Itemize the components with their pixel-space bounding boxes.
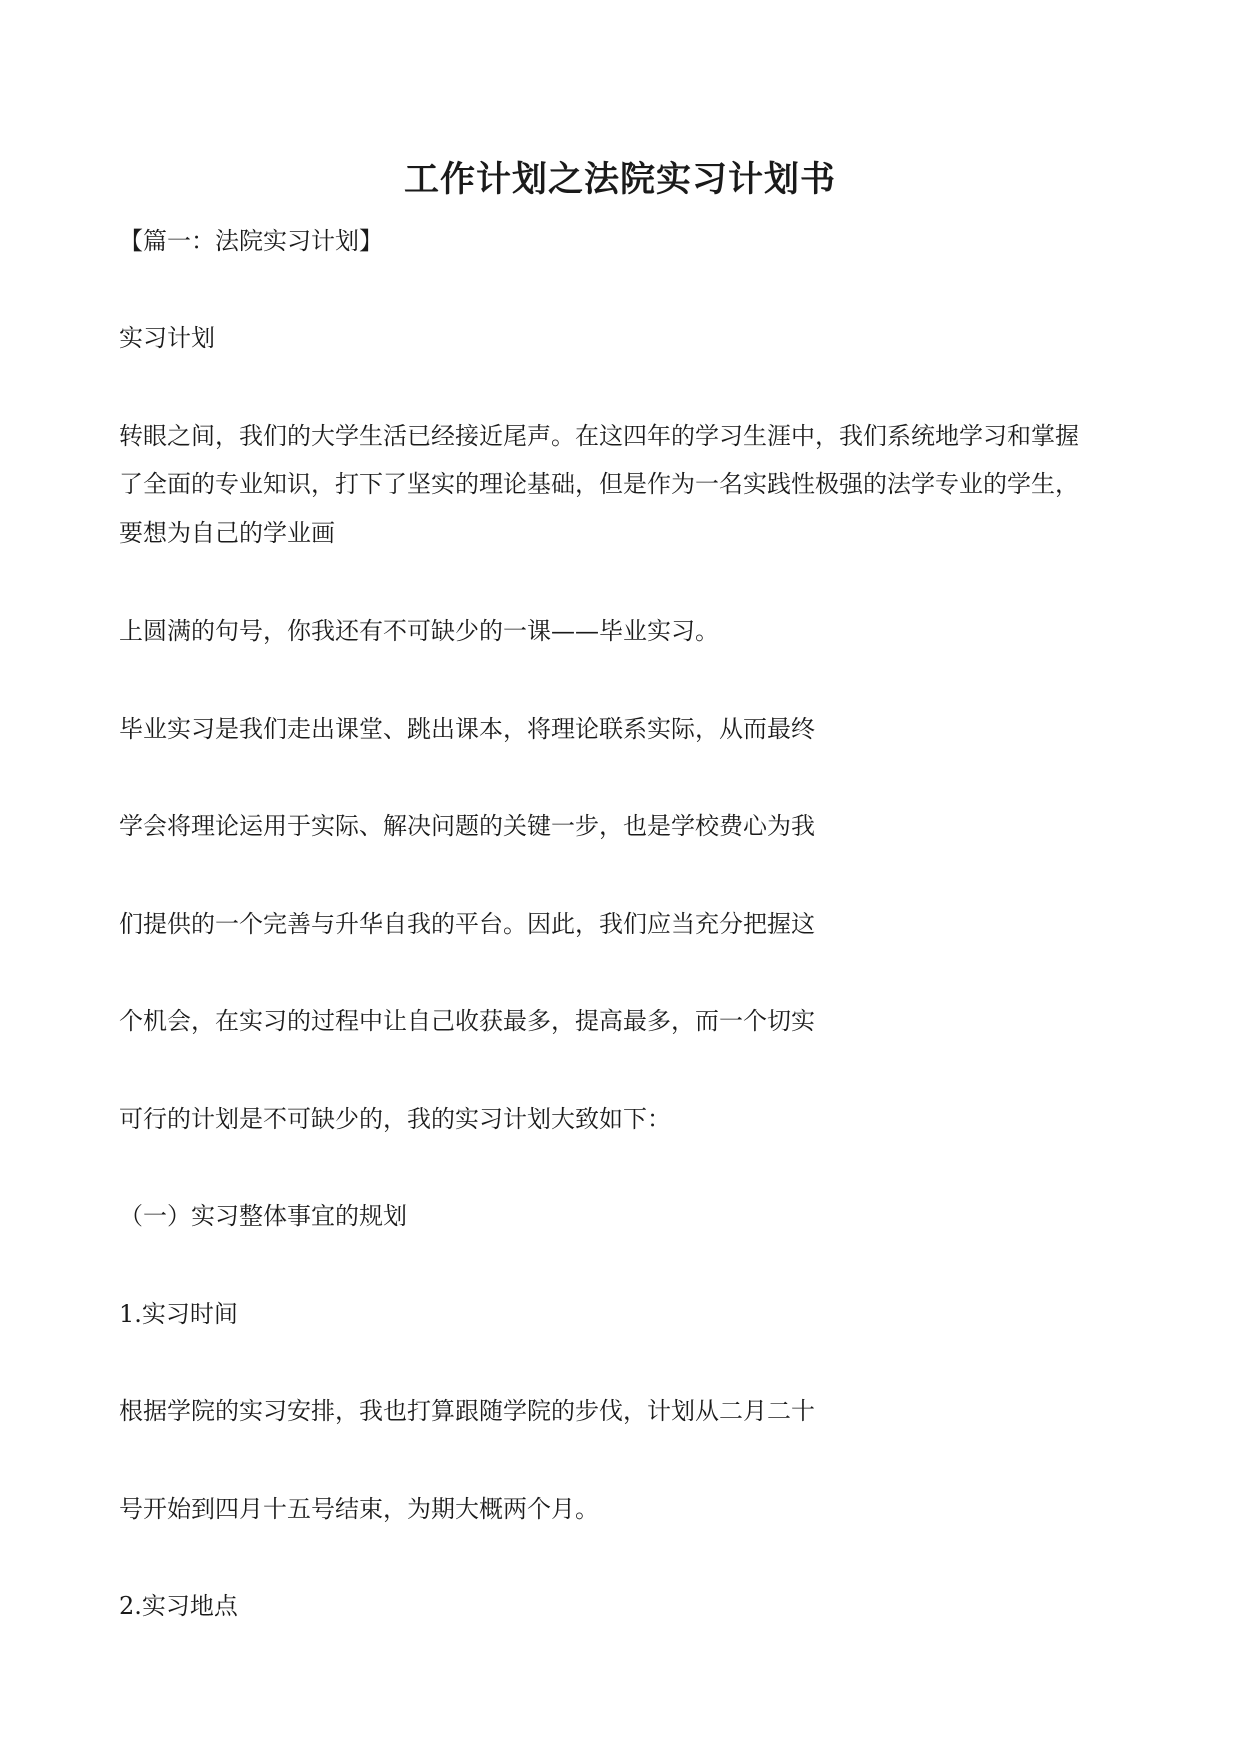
paragraph-line: 们提供的一个完善与升华自我的平台。因此，我们应当充分把握这 bbox=[119, 910, 815, 938]
paragraph-line: 号开始到四月十五号结束，为期大概两个月。 bbox=[119, 1495, 599, 1523]
paragraph-line: 个机会，在实习的过程中让自己收获最多，提高最多，而一个切实 bbox=[119, 1007, 815, 1035]
paragraph-line: 可行的计划是不可缺少的，我的实习计划大致如下： bbox=[119, 1105, 671, 1133]
paragraph-line: 要想为自己的学业画 bbox=[119, 519, 335, 547]
paragraph-line: 学会将理论运用于实际、解决问题的关键一步，也是学校费心为我 bbox=[119, 812, 815, 840]
numbered-heading: 2.实习地点 bbox=[119, 1592, 238, 1620]
document-title: 工作计划之法院实习计划书 bbox=[403, 159, 836, 200]
paragraph-line: 转眼之间，我们的大学生活已经接近尾声。在这四年的学习生涯中，我们系统地学习和掌握 bbox=[119, 422, 1079, 450]
section-heading: 【篇一：法院实习计划】 bbox=[119, 227, 383, 255]
subsection-heading: 实习计划 bbox=[119, 324, 215, 352]
numbered-heading: 1.实习时间 bbox=[119, 1300, 238, 1328]
paragraph-line: 上圆满的句号，你我还有不可缺少的一课——毕业实习。 bbox=[119, 617, 719, 645]
paragraph-line: 根据学院的实习安排，我也打算跟随学院的步伐，计划从二月二十 bbox=[119, 1397, 815, 1425]
paragraph-line: 毕业实习是我们走出课堂、跳出课本，将理论联系实际，从而最终 bbox=[119, 715, 815, 743]
outline-heading: （一）实习整体事宜的规划 bbox=[119, 1202, 407, 1230]
paragraph-line: 了全面的专业知识，打下了坚实的理论基础，但是作为一名实践性极强的法学专业的学生， bbox=[119, 470, 1079, 498]
